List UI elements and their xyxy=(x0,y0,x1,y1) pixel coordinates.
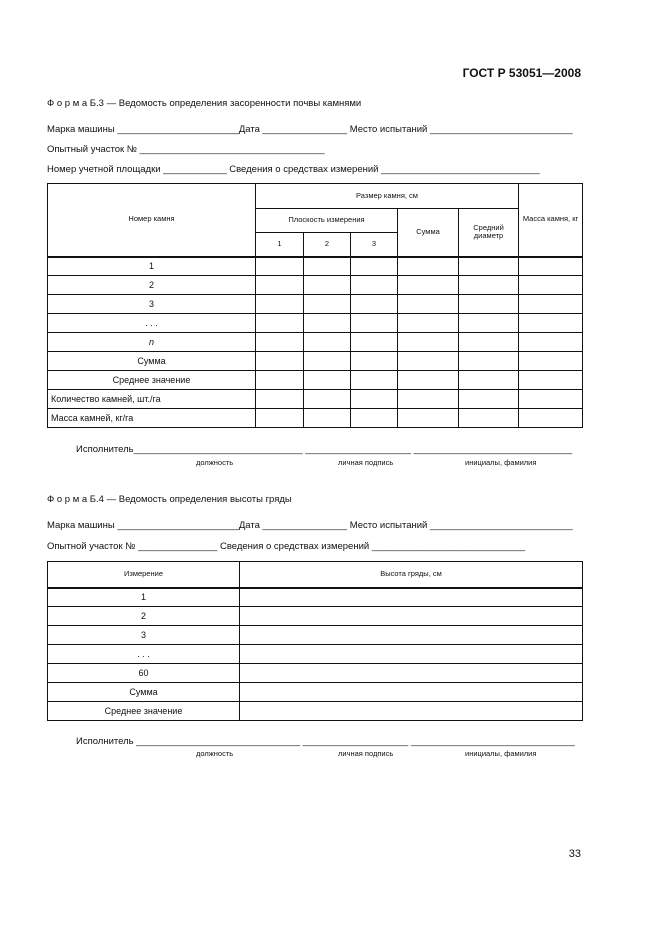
col-ridge-height: Высота гряды, см xyxy=(240,562,583,588)
form-b4-line-machine: Марка машины _______________________Дата ________________ Место испытаний ___________________________ xyxy=(47,520,573,531)
col-measurement: Измерение xyxy=(48,562,240,588)
table-row-label: Среднее значение xyxy=(48,702,240,721)
table-row-label: Сумма xyxy=(48,683,240,702)
form-b4-signature-line: Исполнитель _______________________________ ____________________ _______________________________ xyxy=(76,736,575,747)
col-stone-mass: Масса камня, кг xyxy=(519,184,583,257)
standard-header: ГОСТ Р 53051—2008 xyxy=(462,66,581,80)
table-row-label: 2 xyxy=(48,607,240,626)
table-row-label: 3 xyxy=(48,295,256,314)
stone-table xyxy=(47,183,583,428)
form-b3-line-machine: Марка машины _______________________Дата ________________ Место испытаний ___________________________ xyxy=(47,124,573,135)
form-b4-caption-sign: личная подпись xyxy=(338,749,394,758)
form-b4-line-plot: Опытной участок № _______________ Сведения о средствах измерений _____________________________ xyxy=(47,541,526,552)
height-table xyxy=(47,561,583,721)
table-row-label: n xyxy=(48,333,256,352)
form-b3-line-plot: Опытный участок № ___________________________________ xyxy=(47,144,325,155)
col-plane-1: 1 xyxy=(256,233,304,257)
table-row-label: 1 xyxy=(48,257,256,276)
table-row-label: . . . xyxy=(48,314,256,333)
form-b3-signature-line: Исполнитель________________________________ ____________________ ______________________________ xyxy=(76,444,573,455)
col-plane-3: 3 xyxy=(351,233,398,257)
page-number: 33 xyxy=(568,848,581,860)
table-row-label: 2 xyxy=(48,276,256,295)
table-row-label: Сумма xyxy=(48,352,256,371)
table-row-label: 1 xyxy=(48,588,240,607)
form-b4-caption-initials: инициалы, фамилия xyxy=(465,749,537,758)
col-stone-size: Размер камня, см xyxy=(256,184,519,209)
table-row-label: 3 xyxy=(48,626,240,645)
col-stone-number: Номер камня xyxy=(48,184,256,257)
col-avg-diameter: Средний диаметр xyxy=(459,209,519,257)
table-row-label: Масса камней, кг/га xyxy=(48,409,256,428)
form-b3-caption-sign: личная подпись xyxy=(338,458,394,467)
table-row-label: . . . xyxy=(48,645,240,664)
table-row-label: Количество камней, шт./га xyxy=(48,390,256,409)
form-b3-caption-position: должность xyxy=(196,458,234,467)
form-b4-title: Ф о р м а Б.4 — Ведомость определения высоты гряды xyxy=(47,494,292,505)
table-row-label: Среднее значение xyxy=(48,371,256,390)
col-plane-2: 2 xyxy=(304,233,351,257)
col-sum: Сумма xyxy=(398,209,459,257)
col-plane: Плоскость измерения xyxy=(256,209,398,233)
form-b3-caption-initials: инициалы, фамилия xyxy=(465,458,537,467)
table-row-label: 60 xyxy=(48,664,240,683)
form-b4-caption-position: должность xyxy=(196,749,234,758)
form-b3-line-area: Номер учетной площадки ____________ Сведения о средствах измерений ______________________________ xyxy=(47,164,540,175)
form-b3-title: Ф о р м а Б.3 — Ведомость определения засоренности почвы камнями xyxy=(47,98,362,109)
